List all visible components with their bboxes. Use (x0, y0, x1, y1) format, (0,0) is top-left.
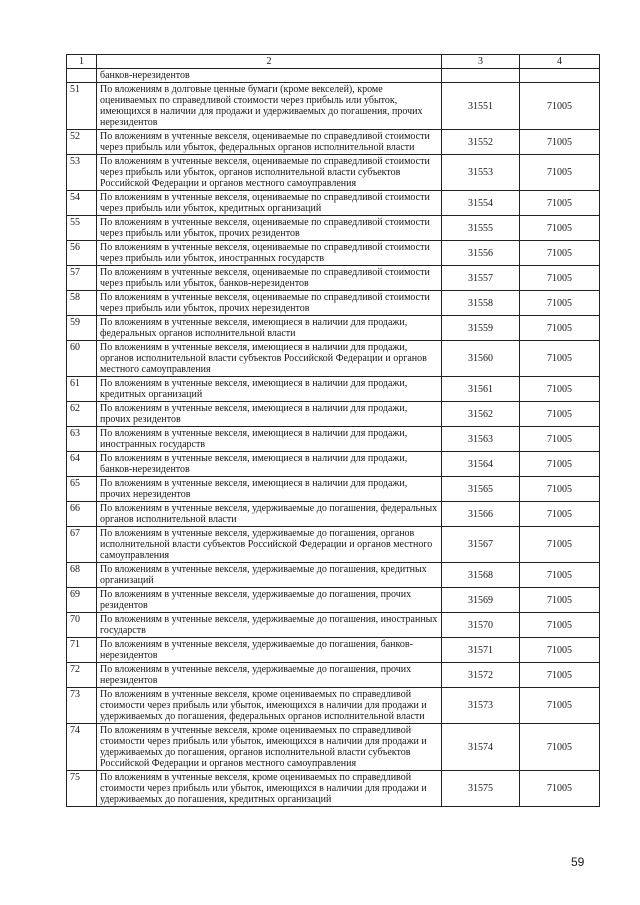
row-account-code: 31552 (442, 130, 520, 155)
row-account-code: 31560 (442, 341, 520, 377)
continuation-row (67, 69, 600, 83)
row-account-code: 31572 (442, 663, 520, 688)
continuation-num-cell (67, 69, 97, 83)
table-row (67, 241, 600, 266)
row-account-code: 31553 (442, 155, 520, 191)
header-col-4: 4 (520, 55, 600, 69)
row-description: По вложениям в учтенные векселя, кроме оцениваемых по справедливой стоимости через прибыль или убыток, имеющихся в наличии для продажи и удерживаемых до погашения, органов исполнительной власти субъектов Российской Федерации и органов местного самоуправления (97, 724, 442, 771)
table-row (67, 663, 600, 688)
row-symbol-code: 71005 (520, 638, 600, 663)
row-number: 66 (67, 502, 97, 527)
table-row (67, 502, 600, 527)
header-row (67, 55, 600, 69)
accounts-table (66, 54, 600, 807)
header-col-3: 3 (442, 55, 520, 69)
table-row (67, 427, 600, 452)
row-number: 75 (67, 771, 97, 807)
table-row (67, 402, 600, 427)
row-symbol-code: 71005 (520, 663, 600, 688)
row-number: 72 (67, 663, 97, 688)
row-description: По вложениям в учтенные векселя, оцениваемые по справедливой стоимости через прибыль или убыток, кредитных организаций (97, 191, 442, 216)
row-account-code: 31571 (442, 638, 520, 663)
row-description: По вложениям в учтенные векселя, оцениваемые по справедливой стоимости через прибыль или убыток, прочих резидентов (97, 216, 442, 241)
row-symbol-code: 71005 (520, 155, 600, 191)
row-symbol-code: 71005 (520, 613, 600, 638)
table-row (67, 527, 600, 563)
row-symbol-code: 71005 (520, 563, 600, 588)
row-number: 63 (67, 427, 97, 452)
row-number: 57 (67, 266, 97, 291)
row-number: 65 (67, 477, 97, 502)
row-account-code: 31566 (442, 502, 520, 527)
table-row (67, 377, 600, 402)
row-description: По вложениям в учтенные векселя, имеющиеся в наличии для продажи, кредитных организаций (97, 377, 442, 402)
row-account-code: 31575 (442, 771, 520, 807)
row-symbol-code: 71005 (520, 291, 600, 316)
row-account-code: 31561 (442, 377, 520, 402)
row-symbol-code: 71005 (520, 266, 600, 291)
row-number: 51 (67, 83, 97, 130)
row-number: 59 (67, 316, 97, 341)
row-description: По вложениям в учтенные векселя, кроме оцениваемых по справедливой стоимости через прибыль или убыток, имеющихся в наличии для продажи и удерживаемых до погашения, федеральных органов исполнительной власти (97, 688, 442, 724)
row-account-code: 31563 (442, 427, 520, 452)
row-number: 61 (67, 377, 97, 402)
row-description: По вложениям в учтенные векселя, имеющиеся в наличии для продажи, федеральных органов исполнительной власти (97, 316, 442, 341)
row-account-code: 31565 (442, 477, 520, 502)
row-number: 68 (67, 563, 97, 588)
table-row (67, 341, 600, 377)
row-number: 60 (67, 341, 97, 377)
row-symbol-code: 71005 (520, 316, 600, 341)
table-row (67, 477, 600, 502)
row-description: По вложениям в учтенные векселя, удерживаемые до погашения, прочих нерезидентов (97, 663, 442, 688)
row-number: 52 (67, 130, 97, 155)
row-number: 53 (67, 155, 97, 191)
row-account-code: 31555 (442, 216, 520, 241)
table-row (67, 291, 600, 316)
table-row (67, 216, 600, 241)
row-account-code: 31569 (442, 588, 520, 613)
row-number: 67 (67, 527, 97, 563)
row-account-code: 31558 (442, 291, 520, 316)
row-account-code: 31570 (442, 613, 520, 638)
continuation-code-cell (442, 69, 520, 83)
row-description: По вложениям в учтенные векселя, кроме оцениваемых по справедливой стоимости через прибыль или убыток, имеющихся в наличии для продажи и удерживаемых до погашения, кредитных организаций (97, 771, 442, 807)
table-row (67, 638, 600, 663)
row-symbol-code: 71005 (520, 688, 600, 724)
row-number: 73 (67, 688, 97, 724)
continuation-symbol-cell (520, 69, 600, 83)
row-number: 56 (67, 241, 97, 266)
row-account-code: 31559 (442, 316, 520, 341)
row-description: По вложениям в учтенные векселя, имеющиеся в наличии для продажи, прочих нерезидентов (97, 477, 442, 502)
row-account-code: 31573 (442, 688, 520, 724)
row-description: По вложениям в учтенные векселя, удерживаемые до погашения, кредитных организаций (97, 563, 442, 588)
row-description: По вложениям в учтенные векселя, удерживаемые до погашения, прочих резидентов (97, 588, 442, 613)
table-row (67, 191, 600, 216)
row-symbol-code: 71005 (520, 377, 600, 402)
row-description: По вложениям в учтенные векселя, оцениваемые по справедливой стоимости через прибыль или убыток, иностранных государств (97, 241, 442, 266)
row-symbol-code: 71005 (520, 452, 600, 477)
row-number: 62 (67, 402, 97, 427)
row-symbol-code: 71005 (520, 588, 600, 613)
row-symbol-code: 71005 (520, 191, 600, 216)
table-row (67, 83, 600, 130)
row-description: По вложениям в учтенные векселя, оцениваемые по справедливой стоимости через прибыль или убыток, банков-нерезидентов (97, 266, 442, 291)
row-symbol-code: 71005 (520, 527, 600, 563)
table-body (67, 55, 600, 807)
continuation-text: банков-нерезидентов (97, 69, 442, 83)
row-symbol-code: 71005 (520, 341, 600, 377)
row-account-code: 31556 (442, 241, 520, 266)
row-description: По вложениям в долговые ценные бумаги (кроме векселей), кроме оцениваемых по справедливой стоимости через прибыль или убыток, имеющихся в наличии для продажи и удерживаемых до погашения, прочих нерезидентов (97, 83, 442, 130)
row-symbol-code: 71005 (520, 83, 600, 130)
row-symbol-code: 71005 (520, 477, 600, 502)
table-row (67, 771, 600, 807)
row-symbol-code: 71005 (520, 427, 600, 452)
row-description: По вложениям в учтенные векселя, удерживаемые до погашения, иностранных государств (97, 613, 442, 638)
table-row (67, 588, 600, 613)
header-col-2: 2 (97, 55, 442, 69)
row-symbol-code: 71005 (520, 130, 600, 155)
row-description: По вложениям в учтенные векселя, удерживаемые до погашения, органов исполнительной власти субъектов Российской Федерации и органов местного самоуправления (97, 527, 442, 563)
row-description: По вложениям в учтенные векселя, удерживаемые до погашения, банков-нерезидентов (97, 638, 442, 663)
row-description: По вложениям в учтенные векселя, имеющиеся в наличии для продажи, банков-нерезидентов (97, 452, 442, 477)
row-number: 55 (67, 216, 97, 241)
row-symbol-code: 71005 (520, 502, 600, 527)
header-col-1: 1 (67, 55, 97, 69)
row-symbol-code: 71005 (520, 216, 600, 241)
row-description: По вложениям в учтенные векселя, оцениваемые по справедливой стоимости через прибыль или убыток, органов исполнительной власти субъектов Российской Федерации и органов местного самоуправления (97, 155, 442, 191)
row-number: 71 (67, 638, 97, 663)
row-description: По вложениям в учтенные векселя, оцениваемые по справедливой стоимости через прибыль или убыток, федеральных органов исполнительной власти (97, 130, 442, 155)
row-number: 54 (67, 191, 97, 216)
row-symbol-code: 71005 (520, 724, 600, 771)
row-number: 70 (67, 613, 97, 638)
row-account-code: 31568 (442, 563, 520, 588)
row-symbol-code: 71005 (520, 402, 600, 427)
row-account-code: 31564 (442, 452, 520, 477)
row-account-code: 31574 (442, 724, 520, 771)
row-number: 69 (67, 588, 97, 613)
row-account-code: 31562 (442, 402, 520, 427)
row-account-code: 31551 (442, 83, 520, 130)
table-row (67, 563, 600, 588)
table-row (67, 452, 600, 477)
row-description: По вложениям в учтенные векселя, удерживаемые до погашения, федеральных органов исполнительной власти (97, 502, 442, 527)
row-number: 74 (67, 724, 97, 771)
row-account-code: 31554 (442, 191, 520, 216)
row-description: По вложениям в учтенные векселя, оцениваемые по справедливой стоимости через прибыль или убыток, прочих нерезидентов (97, 291, 442, 316)
table-row (67, 688, 600, 724)
row-description: По вложениям в учтенные векселя, имеющиеся в наличии для продажи, иностранных государств (97, 427, 442, 452)
row-symbol-code: 71005 (520, 241, 600, 266)
row-description: По вложениям в учтенные векселя, имеющиеся в наличии для продажи, прочих резидентов (97, 402, 442, 427)
table-row (67, 130, 600, 155)
page-number: 59 (571, 855, 585, 869)
row-number: 58 (67, 291, 97, 316)
table-row (67, 316, 600, 341)
row-symbol-code: 71005 (520, 771, 600, 807)
row-account-code: 31567 (442, 527, 520, 563)
table-row (67, 613, 600, 638)
table-row (67, 266, 600, 291)
row-description: По вложениям в учтенные векселя, имеющиеся в наличии для продажи, органов исполнительной власти субъектов Российской Федерации и органов местного самоуправления (97, 341, 442, 377)
row-account-code: 31557 (442, 266, 520, 291)
row-number: 64 (67, 452, 97, 477)
table-row (67, 155, 600, 191)
table-row (67, 724, 600, 771)
